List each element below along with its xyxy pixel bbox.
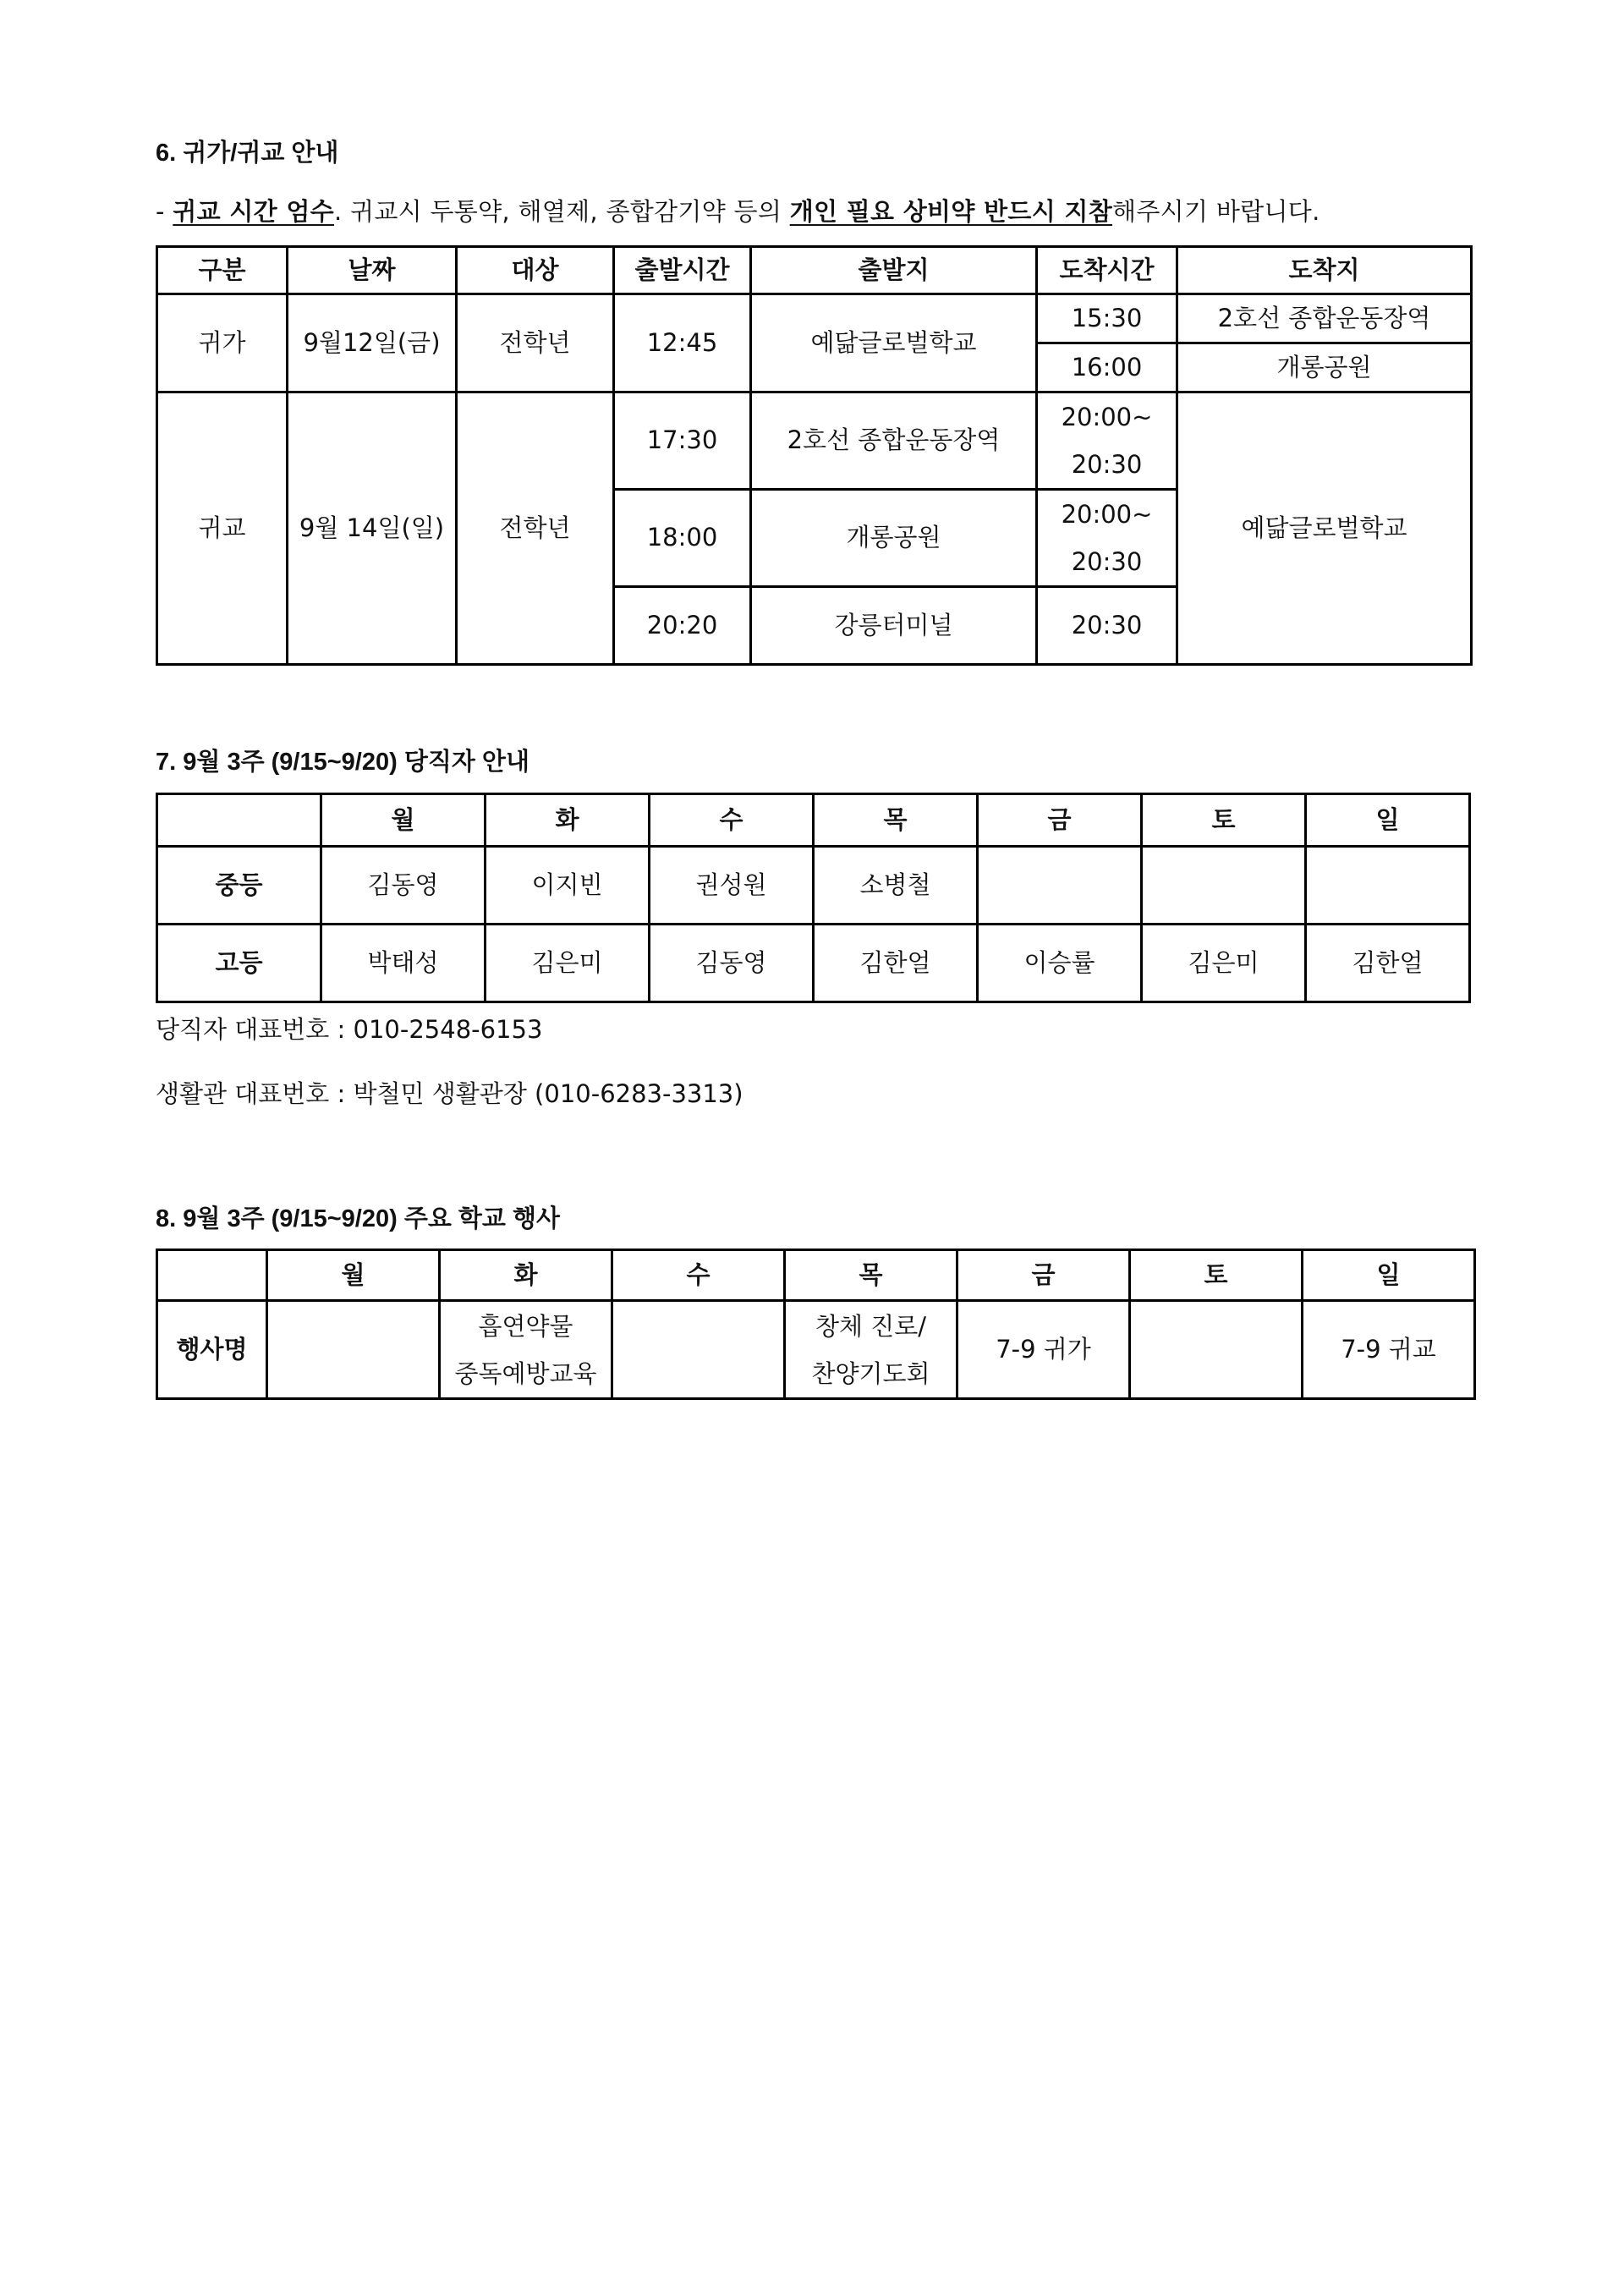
corner-cell (157, 1250, 267, 1301)
duty-cell (1306, 847, 1470, 925)
home-depart-place: 예닮글로벌학교 (751, 294, 1037, 392)
arrive-time-line: 20:00~ (1061, 403, 1153, 431)
duty-cell: 권성원 (650, 847, 814, 925)
event-line: 중독예방교육 (454, 1358, 597, 1388)
duty-phone-text: 당직자 대표번호 : 010-2548-6153 (156, 1015, 543, 1044)
day-header: 화 (486, 794, 650, 847)
event-cell: 7-9 귀가 (957, 1301, 1130, 1399)
duty-cell: 김동영 (321, 847, 486, 925)
return-date: 9월 14일(일) (288, 392, 457, 665)
event-line: 흡연약물 (478, 1311, 573, 1341)
day-header: 토 (1142, 794, 1306, 847)
table-row (157, 294, 1472, 343)
notice-emphasis-medicine: 개인 필요 상비약 반드시 지참 (789, 197, 1113, 226)
duty-cell: 김은미 (486, 925, 650, 1002)
duty-cell: 박태성 (321, 925, 486, 1002)
table-header-row (157, 794, 1470, 847)
notice-middle: . 귀교시 두통약, 해열제, 종합감기약 등의 (333, 197, 790, 226)
day-header: 목 (785, 1250, 957, 1301)
return-depart-time: 20:20 (614, 587, 751, 665)
duty-cell: 소병철 (814, 847, 978, 925)
table-row (157, 847, 1470, 925)
header-cell: 출발지 (751, 247, 1037, 294)
duty-cell (1142, 847, 1306, 925)
row-label: 행사명 (157, 1301, 267, 1399)
event-cell (267, 1301, 440, 1399)
event-cell (440, 1301, 612, 1399)
header-cell: 대상 (457, 247, 614, 294)
notice-suffix: 해주시기 바랍니다. (1112, 197, 1320, 226)
home-arrive-time: 16:00 (1037, 343, 1177, 392)
return-arrive-time (1037, 392, 1177, 490)
day-header: 월 (267, 1250, 440, 1301)
return-depart-time: 18:00 (614, 490, 751, 587)
row-label: 고등 (157, 925, 321, 1002)
header-cell: 출발시간 (614, 247, 751, 294)
return-depart-time: 17:30 (614, 392, 751, 490)
duty-cell (978, 847, 1142, 925)
duty-cell: 김은미 (1142, 925, 1306, 1002)
notice-prefix: - (156, 197, 173, 226)
home-arrive-place: 개롱공원 (1177, 343, 1472, 392)
day-header: 토 (1130, 1250, 1303, 1301)
arrive-time-line: 20:00~ (1061, 500, 1153, 529)
table-header-row (157, 1250, 1475, 1301)
event-line: 창체 진로/ (815, 1311, 927, 1341)
day-header: 화 (440, 1250, 612, 1301)
event-cell (1130, 1301, 1303, 1399)
return-arrive-place: 예닮글로벌학교 (1177, 392, 1472, 665)
duty-cell: 김동영 (650, 925, 814, 1002)
home-arrive-place: 2호선 종합운동장역 (1177, 294, 1472, 343)
duty-cell: 이승률 (978, 925, 1142, 1002)
day-header: 금 (978, 794, 1142, 847)
return-target: 전학년 (457, 392, 614, 665)
dorm-phone-text: 생활관 대표번호 : 박철민 생활관장 (010-6283-3313) (156, 1079, 743, 1108)
return-type: 귀교 (157, 392, 288, 665)
duty-cell: 김한얼 (1306, 925, 1470, 1002)
table-header-row (157, 247, 1472, 294)
table-row (157, 392, 1472, 490)
travel-schedule-table (156, 245, 1473, 666)
header-cell: 도착지 (1177, 247, 1472, 294)
home-arrive-time: 15:30 (1037, 294, 1177, 343)
table-row (157, 1301, 1475, 1399)
section-6-notice (156, 193, 1320, 228)
return-arrive-time: 20:30 (1037, 587, 1177, 665)
row-label: 중등 (157, 847, 321, 925)
arrive-time-line: 20:30 (1071, 547, 1143, 576)
day-header: 월 (321, 794, 486, 847)
corner-cell (157, 794, 321, 847)
home-date: 9월12일(금) (288, 294, 457, 392)
section-8-heading: 8. 9월 3주 (9/15~9/20) 주요 학교 행사 (156, 1205, 561, 1232)
duty-roster-table (156, 793, 1471, 1003)
home-depart-time: 12:45 (614, 294, 751, 392)
home-type: 귀가 (157, 294, 288, 392)
return-arrive-time (1037, 490, 1177, 587)
day-header: 수 (612, 1250, 785, 1301)
day-header: 일 (1303, 1250, 1475, 1301)
event-cell: 7-9 귀교 (1303, 1301, 1475, 1399)
day-header: 목 (814, 794, 978, 847)
day-header: 금 (957, 1250, 1130, 1301)
return-depart-place: 2호선 종합운동장역 (751, 392, 1037, 490)
notice-emphasis-return-time: 귀교 시간 엄수 (173, 197, 334, 226)
section-7-heading: 7. 9월 3주 (9/15~9/20) 당직자 안내 (156, 749, 529, 776)
event-cell (785, 1301, 957, 1399)
header-cell: 도착시간 (1037, 247, 1177, 294)
return-depart-place: 강릉터미널 (751, 587, 1037, 665)
day-header: 일 (1306, 794, 1470, 847)
home-target: 전학년 (457, 294, 614, 392)
duty-cell: 이지빈 (486, 847, 650, 925)
day-header: 수 (650, 794, 814, 847)
school-events-table (156, 1249, 1476, 1400)
event-line: 찬양기도회 (811, 1358, 930, 1388)
header-cell: 구분 (157, 247, 288, 294)
return-depart-place: 개롱공원 (751, 490, 1037, 587)
header-cell: 날짜 (288, 247, 457, 294)
section-6-heading: 6. 귀가/귀교 안내 (156, 140, 339, 167)
table-row (157, 925, 1470, 1002)
event-cell (612, 1301, 785, 1399)
arrive-time-line: 20:30 (1071, 450, 1143, 479)
duty-cell: 김한얼 (814, 925, 978, 1002)
